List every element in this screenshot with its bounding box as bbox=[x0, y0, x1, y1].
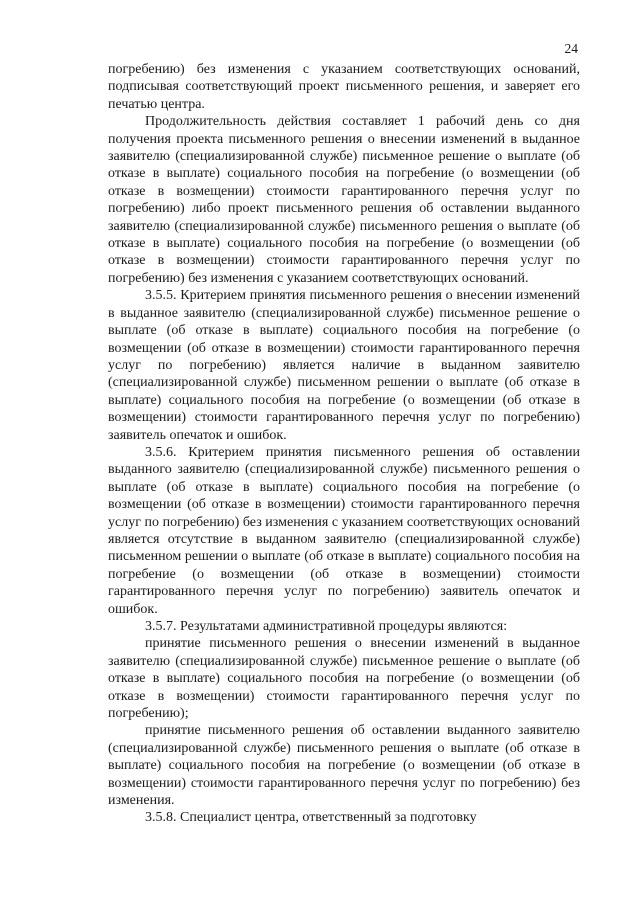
paragraph-3-5-6: 3.5.6. Критерием принятия письменного решения об оставлении выданного заявителю (специализированной службе) письменного решения о выплате (об отказе в выплате) социального пособия на погребение (о возмещении (об отказе в возмещении) стоимости гарантированного перечня услуг по погребению) без изменения с указанием соответствующих оснований является отсутствие в выданном заявителю (специализированной службе) письменном решении о выплате (об отказе в выплате) социального пособия на погребение (о возмещении (об отказе в возмещении) стоимости гарантированного перечня услуг по погребению) заявитель опечаток и ошибок. bbox=[108, 444, 580, 617]
document-body bbox=[108, 61, 580, 827]
paragraph-3-5-5: 3.5.5. Критерием принятия письменного решения о внесении изменений в выданное заявителю (специализированной службе) письменное решение о выплате (об отказе в выплате) социального пособия на погребение (о возмещении (об отказе в возмещении) стоимости гарантированного перечня услуг по погребению) является наличие в выданном заявителю (специализированной службе) письменном решении о выплате (об отказе в выплате) социального пособия на погребение (о возмещении (об отказе в возмещении) стоимости гарантированного перечня услуг по погребению) заявитель опечаток и ошибок. bbox=[108, 288, 580, 443]
paragraph-result-no-changes: принятие письменного решения об оставлении выданного заявителю (специализированной службе) письменного решения о выплате (об отказе в выплате) социального пособия на погребение (о возмещении (об отказе в возмещении) стоимости гарантированного перечня услуг по погребению) без изменения. bbox=[108, 723, 580, 809]
paragraph-continuation: погребению) без изменения с указанием соответствующих оснований, подписывая соответствующий проект письменного решения, и заверяет его печатью центра. bbox=[108, 62, 580, 112]
paragraph-3-5-7: 3.5.7. Результатами административной процедуры являются: bbox=[145, 619, 508, 634]
paragraph-result-changes: принятие письменного решения о внесении изменений в выданное заявителю (специализированной службе) письменное решение о выплате (об отказе в выплате) социального пособия на погребение (о возмещении (об отказе в возмещении) стоимости гарантированного перечня услуг по погребению); bbox=[108, 636, 580, 722]
paragraph-duration: Продолжительность действия составляет 1 рабочий день со дня получения проекта письменного решения о внесении изменений в выданное заявителю (специализированной службе) письменное решение о выплате (об отказе в выплате) социального пособия на погребение (о возмещении (об отказе в возмещении) стоимости гарантированного перечня услуг по погребению) либо проект письменного решения об оставлении выданного заявителю (специализированной службе) письменного решения о выплате (об отказе в выплате) социального пособия на погребение (о возмещении (об отказе в возмещении) стоимости гарантированного перечня услуг по погребению) без изменения с указанием соответствующих оснований. bbox=[108, 114, 580, 286]
paragraph-3-5-8: 3.5.8. Специалист центра, ответственный за подготовку bbox=[145, 810, 477, 826]
page-number: 24 bbox=[564, 41, 578, 56]
